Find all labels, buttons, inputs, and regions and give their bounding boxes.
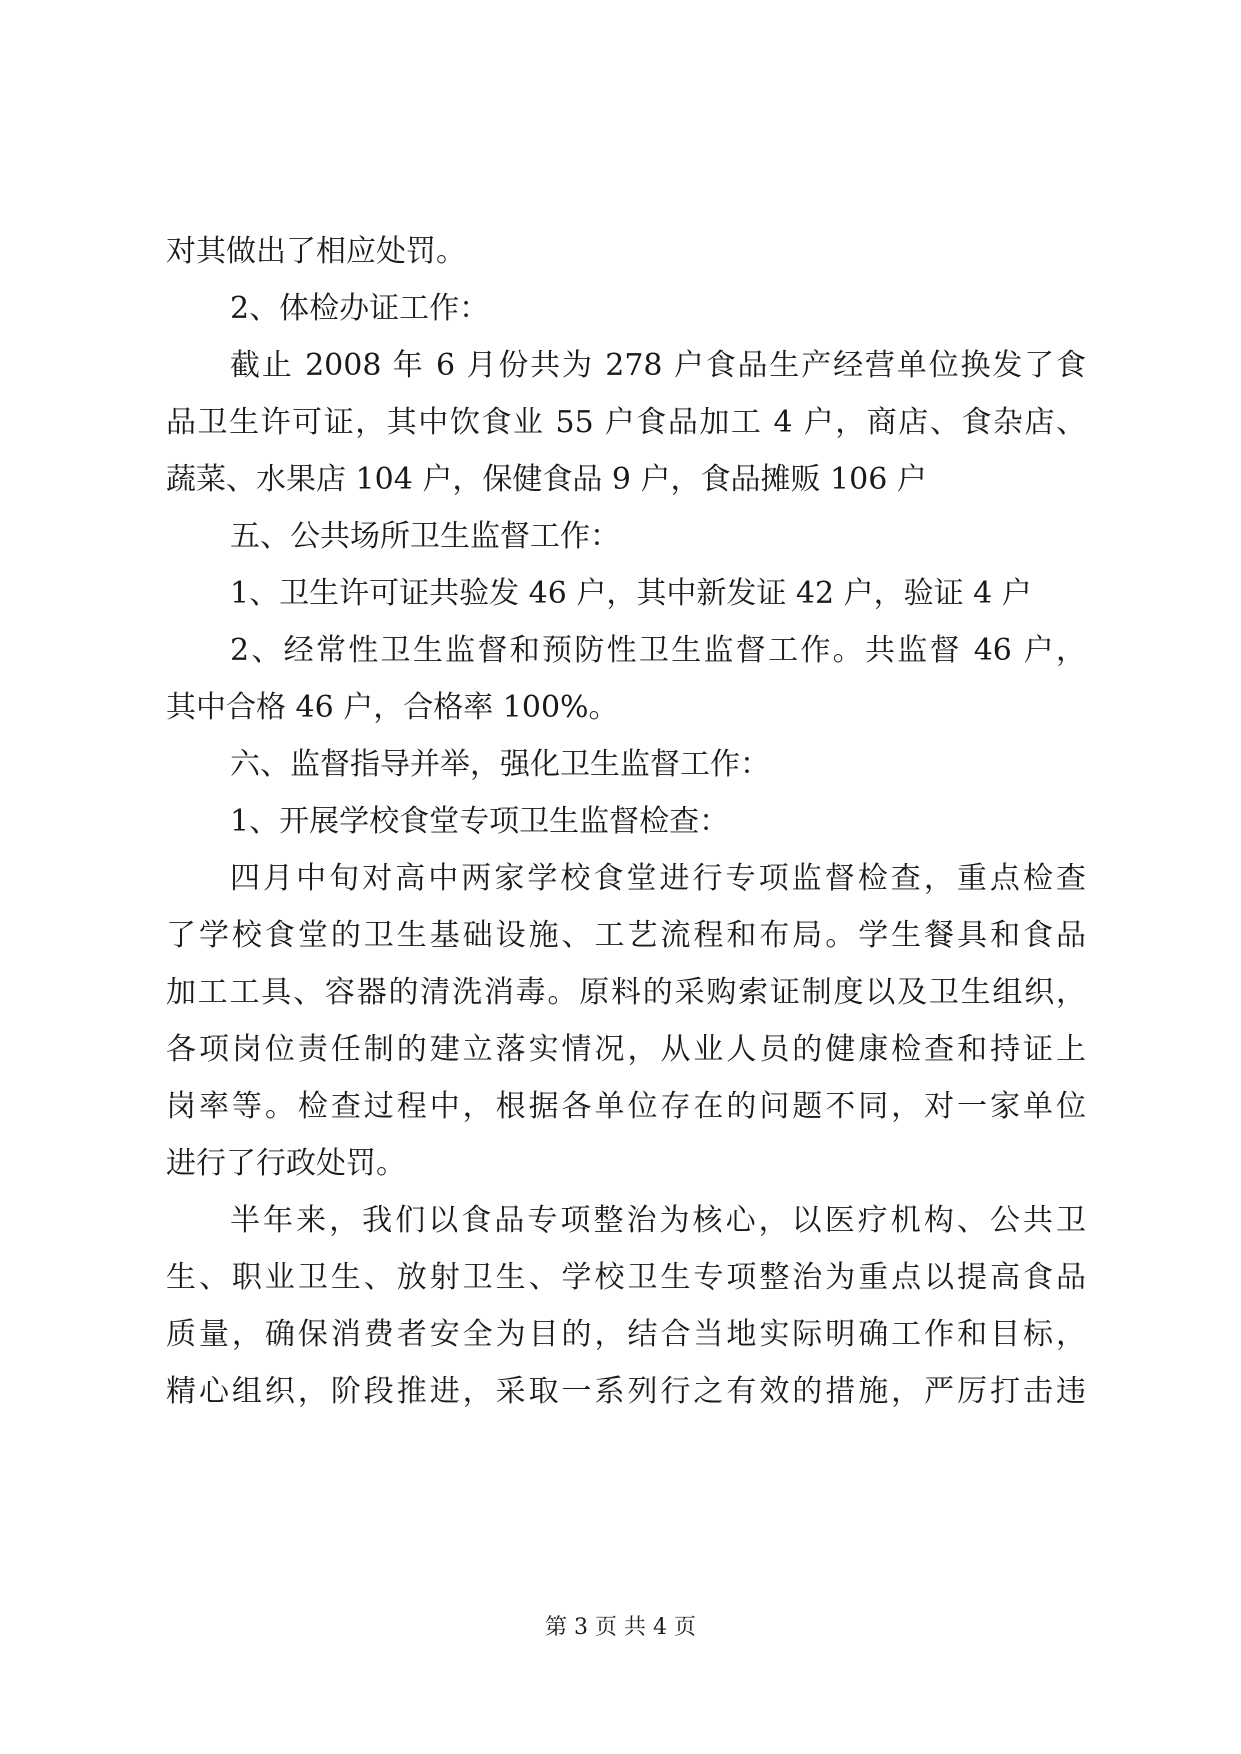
paragraph-line: 其中合格 46 户，合格率 100%。 xyxy=(166,690,619,725)
paragraph-line: 加工工具、容器的清洗消毒。原料的采购索证制度以及卫生组织， xyxy=(166,975,1086,1010)
paragraph-line: 蔬菜、水果店 104 户，保健食品 9 户，食品摊贩 106 户 xyxy=(166,462,927,497)
paragraph-line: 1、卫生许可证共验发 46 户，其中新发证 42 户，验证 4 户 xyxy=(230,576,1032,611)
section-heading: 1、开展学校食堂专项卫生监督检查： xyxy=(230,804,730,839)
paragraph-line: 生、职业卫生、放射卫生、学校卫生专项整治为重点以提高食品 xyxy=(166,1260,1086,1295)
section-heading: 五、公共场所卫生监督工作： xyxy=(230,519,620,554)
section-heading: 2、体检办证工作： xyxy=(230,291,490,326)
page-number-footer: 第 3 页 共 4 页 xyxy=(545,1615,696,1640)
paragraph-line: 了学校食堂的卫生基础设施、工艺流程和布局。学生餐具和食品 xyxy=(166,918,1086,953)
paragraph-line: 精心组织，阶段推进，采取一系列行之有效的措施，严厉打击违 xyxy=(166,1374,1086,1409)
paragraph-line: 2、经常性卫生监督和预防性卫生监督工作。共监督 46 户， xyxy=(230,633,1086,668)
paragraph-line: 四月中旬对高中两家学校食堂进行专项监督检查，重点检查 xyxy=(230,861,1086,896)
paragraph-line: 半年来，我们以食品专项整治为核心，以医疗机构、公共卫 xyxy=(230,1203,1086,1238)
section-heading: 六、监督指导并举，强化卫生监督工作： xyxy=(230,747,770,782)
paragraph-line: 对其做出了相应处罚。 xyxy=(166,234,466,269)
paragraph-line: 岗率等。检查过程中，根据各单位存在的问题不同，对一家单位 xyxy=(166,1089,1086,1124)
paragraph-line: 各项岗位责任制的建立落实情况，从业人员的健康检查和持证上 xyxy=(166,1032,1086,1067)
paragraph-line: 截止 2008 年 6 月份共为 278 户食品生产经营单位换发了食 xyxy=(230,348,1086,383)
paragraph-line: 质量，确保消费者安全为目的，结合当地实际明确工作和目标， xyxy=(166,1317,1086,1352)
paragraph-line: 品卫生许可证，其中饮食业 55 户食品加工 4 户，商店、食杂店、 xyxy=(166,405,1086,440)
paragraph-line: 进行了行政处罚。 xyxy=(166,1146,406,1181)
